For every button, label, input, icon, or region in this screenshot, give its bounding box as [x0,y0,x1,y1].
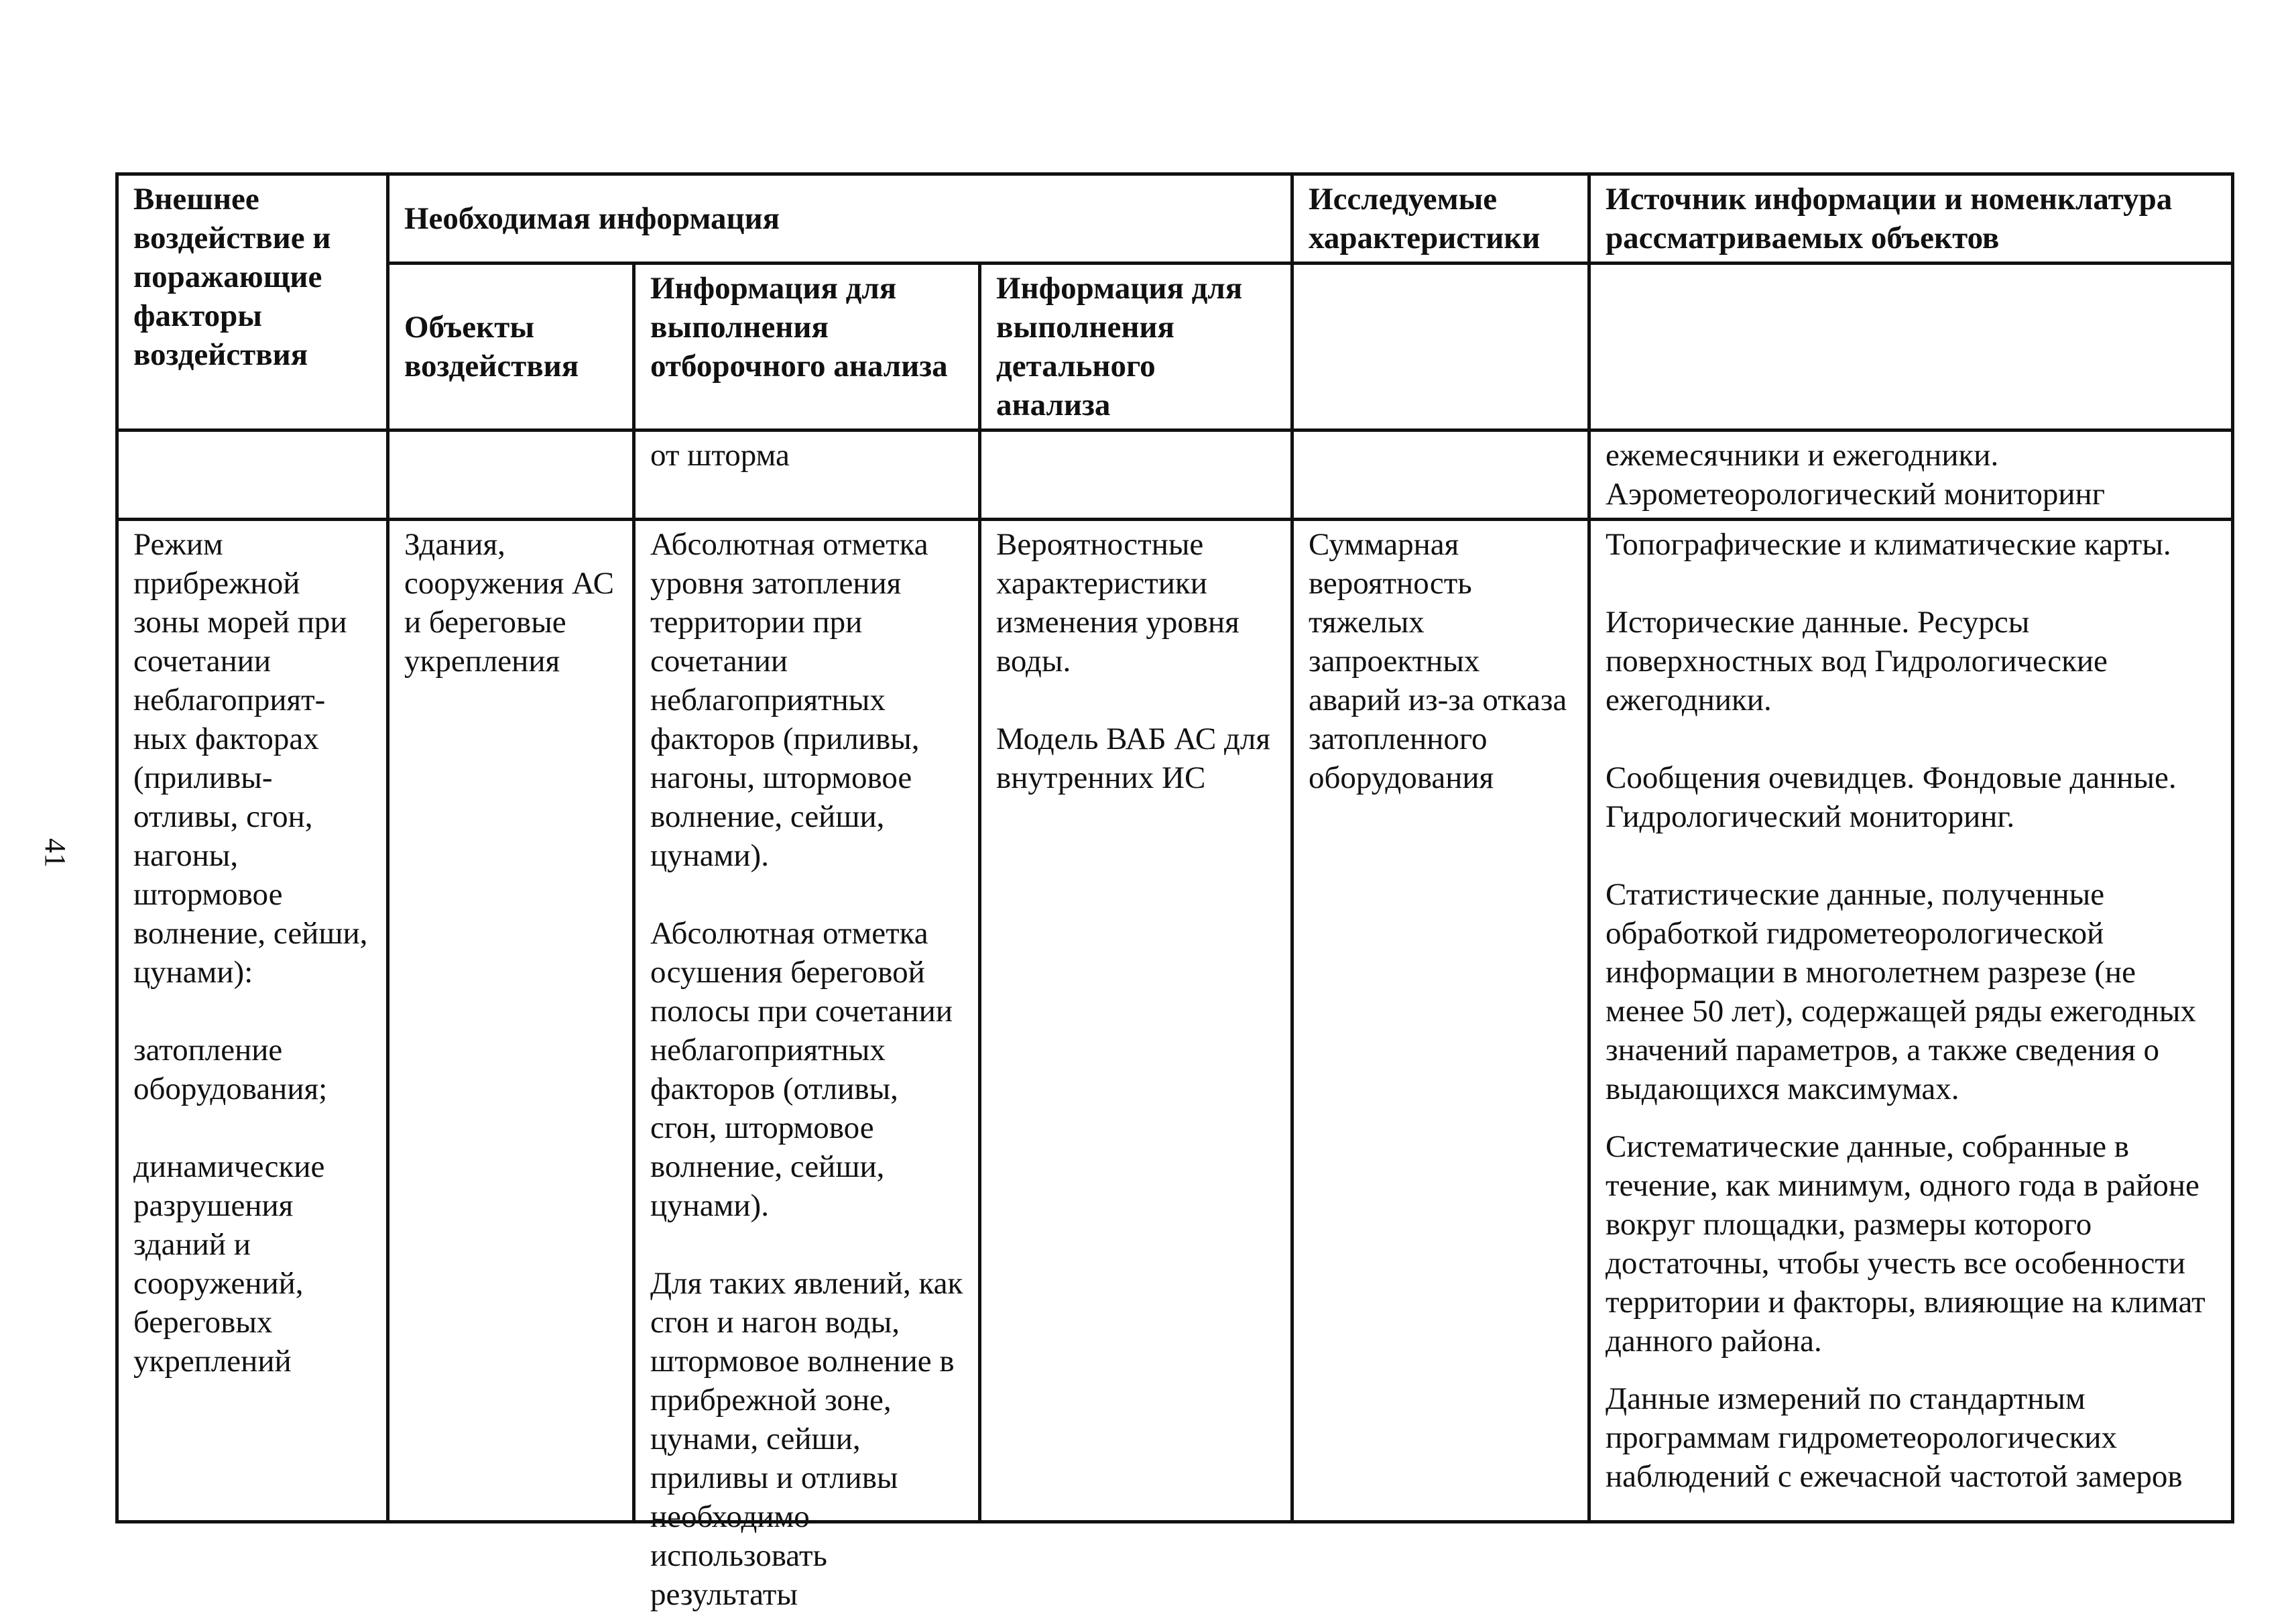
source-paragraph: Топографические и климатические карты. [1606,527,2171,562]
screening-paragraph: Для таких явлений, как сгон и нагон воды, штормовое волнение в прибрежной зоне, цунами, сейши, приливы и отливы необходимо использовать результаты [650,1266,963,1612]
impact-paragraph: динамические разрушения зданий и сооружений, береговых укреплений [133,1149,325,1379]
header-objects: Объекты воздействия [388,264,634,430]
source-paragraph: Исторические данные. Ресурсы поверхностных вод Гидрологические ежегодники. [1606,605,2108,717]
source-paragraph: Статистические данные, полученные обработкой гидрометеорологической информации в многолетнем разрезе (не менее 50 лет), содержащей ряды ежегодных значений параметров, а также сведения о выдающихся максимумах. [1606,877,2196,1106]
cell-characteristics [1292,520,1589,1522]
header-needed-info: Необходимая информация [388,174,1292,264]
cell-screening [634,520,980,1612]
cell-objects [388,520,634,1522]
cell-screening-cont: от шторма [634,430,980,520]
source-paragraph: Данные измерений по стандартным программам гидрометеорологических наблюдений с ежечасной частотой замеров [1606,1381,2183,1494]
table-row-continuation [117,430,2233,520]
impact-paragraph: Режим прибрежной зоны морей при сочетании неблагоприят-ных факторах (приливы-отливы, сгон, нагоны, штормовое волнение, сейши, цунами): [133,527,368,990]
header-source: Источник информации и номенклатура рассматриваемых объектов [1589,174,2233,264]
cell-empty [117,430,388,520]
detailed-paragraph: Вероятностные характеристики изменения уровня воды. [996,527,1240,679]
document-table [115,172,2234,1612]
header-impact: Внешнее воздействие и поражающие факторы воздействия [117,174,388,430]
screening-paragraph: Абсолютная отметка осушения береговой полосы при сочетании неблагоприятных факторов (отливы, сгон, штормовое волнение, сейши, цунами). [650,916,953,1223]
screening-paragraph: Абсолютная отметка уровня затопления территории при сочетании неблагоприятных факторов (приливы, нагоны, штормовое волнение, сейши, цунами). [650,527,928,873]
cell-detailed [980,520,1292,1522]
header-characteristics: Исследуемые характеристики [1292,174,1589,264]
header-empty-characteristics [1292,264,1589,430]
page-number: 41 [39,838,72,868]
objects-text: Здания, сооружения АС и береговые укрепления [404,527,614,679]
cell-source-cont: ежемесячники и ежегодники. Аэрометеорологический мониторинг [1589,430,2233,520]
source-paragraph: Систематические данные, собранные в течение, как минимум, одного года в районе вокруг площадки, размеры которого достаточны, чтобы учесть все особенности территории и факторы, влияющие на климат данного района. [1606,1129,2206,1359]
table-row-main [117,520,2233,1522]
cell-empty [388,430,634,520]
characteristics-text: Суммарная вероятность тяжелых запроектных аварий из-за отказа затопленного оборудования [1309,527,1567,795]
cell-empty [1292,430,1589,520]
source-paragraph: Сообщения очевидцев. Фондовые данные. Гидрологический мониторинг. [1606,760,2177,834]
header-row-1 [117,174,2233,264]
detailed-paragraph: Модель ВАБ АС для внутренних ИС [996,722,1270,795]
header-screening: Информация для выполнения отборочного анализа [634,264,980,430]
impact-paragraph: затопление оборудования; [133,1033,328,1106]
header-row-2 [117,264,2233,430]
cell-empty [980,430,1292,520]
cell-impact [117,520,388,1522]
cell-source [1589,520,2233,1522]
header-empty-source [1589,264,2233,430]
header-detailed: Информация для выполнения детального анализа [980,264,1292,430]
